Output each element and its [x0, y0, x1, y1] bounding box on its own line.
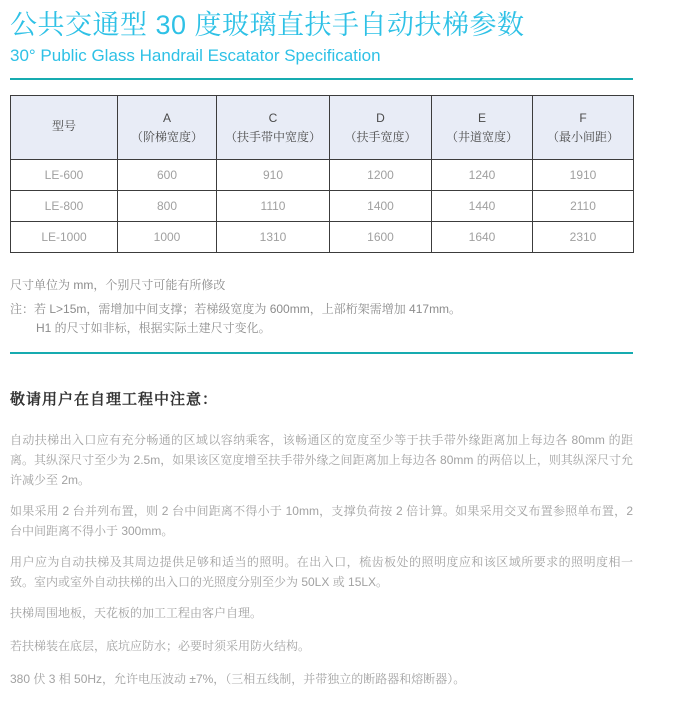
value-cell: 2310: [533, 222, 634, 253]
spec-table-header: [11, 96, 634, 160]
page-subtitle: 30° Public Glass Handrail Escatator Specification: [10, 46, 381, 65]
col-code: F: [579, 110, 587, 125]
table-row: [11, 160, 634, 191]
spec-document-page: [0, 8, 676, 706]
attention-paragraph: 380 伏 3 相 50Hz，允许电压波动 ±7%，（三相五线制，并带独立的断路器和熔断器）。: [10, 672, 466, 686]
attention-heading: 敬请用户在自理工程中注意：: [10, 391, 219, 408]
value-cell: 1600: [330, 222, 432, 253]
header-divider: [10, 78, 633, 80]
value-cell: 1110: [217, 191, 330, 222]
note-line: H1 的尺寸如非标，根据实际土建尺寸变化。: [36, 321, 271, 335]
value-cell: 1200: [330, 160, 432, 191]
attention-paragraphs: [10, 430, 633, 689]
col-label: （井道宽度）: [445, 129, 518, 144]
value-cell: 1440: [432, 191, 533, 222]
col-code: 型号: [51, 119, 76, 133]
note-line: 注：若 L>15m，需增加中间支撑；若梯级宽度为 600mm，上部桁架需增加 417mm。: [10, 302, 462, 316]
value-cell: 1000: [118, 222, 217, 253]
spec-table: [10, 95, 634, 253]
content-area: [10, 8, 633, 689]
value-cell: 1400: [330, 191, 432, 222]
col-code: A: [162, 110, 171, 125]
col-label: （扶手带中宽度）: [224, 129, 321, 144]
col-header-d: [330, 96, 432, 160]
value-cell: 1910: [533, 160, 634, 191]
section-divider: [10, 352, 633, 354]
col-header-a: [118, 96, 217, 160]
unit-note: 尺寸单位为 mm，个别尺寸可能有所修改: [10, 278, 226, 292]
attention-paragraph: 自动扶梯出入口应有充分畅通的区域以容纳乘客，该畅通区的宽度至少等于扶手带外缘距离加上每边各 80mm 的距离。其纵深尺寸至少为 2.5m，如果该区宽度增至扶手带外缘之间距离加上每边各 80mm 的两倍以上，则其纵深尺寸允许减少至 2m。: [10, 433, 633, 487]
value-cell: 1240: [432, 160, 533, 191]
value-cell: 1310: [217, 222, 330, 253]
attention-paragraph: 如果采用 2 台并列布置，则 2 台中间距离不得小于 10mm，支撑负荷按 2 倍计算。如果采用交叉布置参照单布置，2 台中间距离不得小于 300mm。: [10, 504, 633, 538]
note-block: [10, 300, 633, 338]
col-header-model: [11, 96, 118, 160]
model-cell: LE-800: [11, 191, 118, 222]
value-cell: 2110: [533, 191, 634, 222]
col-header-c: [217, 96, 330, 160]
table-row: [11, 191, 634, 222]
spec-table-body: [11, 160, 634, 253]
col-header-f: [533, 96, 634, 160]
col-code: D: [376, 110, 385, 125]
col-code: C: [268, 110, 278, 125]
attention-paragraph: 若扶梯装在底层，底坑应防水；必要时须采用防火结构。: [10, 639, 311, 653]
attention-paragraph: 扶梯周围地板，天花板的加工工程由客户自理。: [10, 606, 263, 620]
value-cell: 600: [118, 160, 217, 191]
attention-paragraph: 用户应为自动扶梯及其周边提供足够和适当的照明。在出入口，梳齿板处的照明度应和该区域所要求的照明度相一致。室内或室外自动扶梯的出入口的光照度分别至少为 50LX 或 15LX。: [10, 555, 633, 589]
model-cell: LE-600: [11, 160, 118, 191]
value-cell: 1640: [432, 222, 533, 253]
col-label: （阶梯宽度）: [130, 129, 203, 144]
col-label: （扶手宽度）: [344, 129, 417, 144]
header-row: [11, 96, 634, 160]
table-row: [11, 222, 634, 253]
value-cell: 800: [118, 191, 217, 222]
col-header-e: [432, 96, 533, 160]
col-label: （最小间距）: [546, 129, 619, 144]
page-title: 公共交通型 30 度玻璃直扶手自动扶梯参数: [10, 10, 525, 40]
model-cell: LE-1000: [11, 222, 118, 253]
col-code: E: [477, 110, 486, 125]
value-cell: 910: [217, 160, 330, 191]
